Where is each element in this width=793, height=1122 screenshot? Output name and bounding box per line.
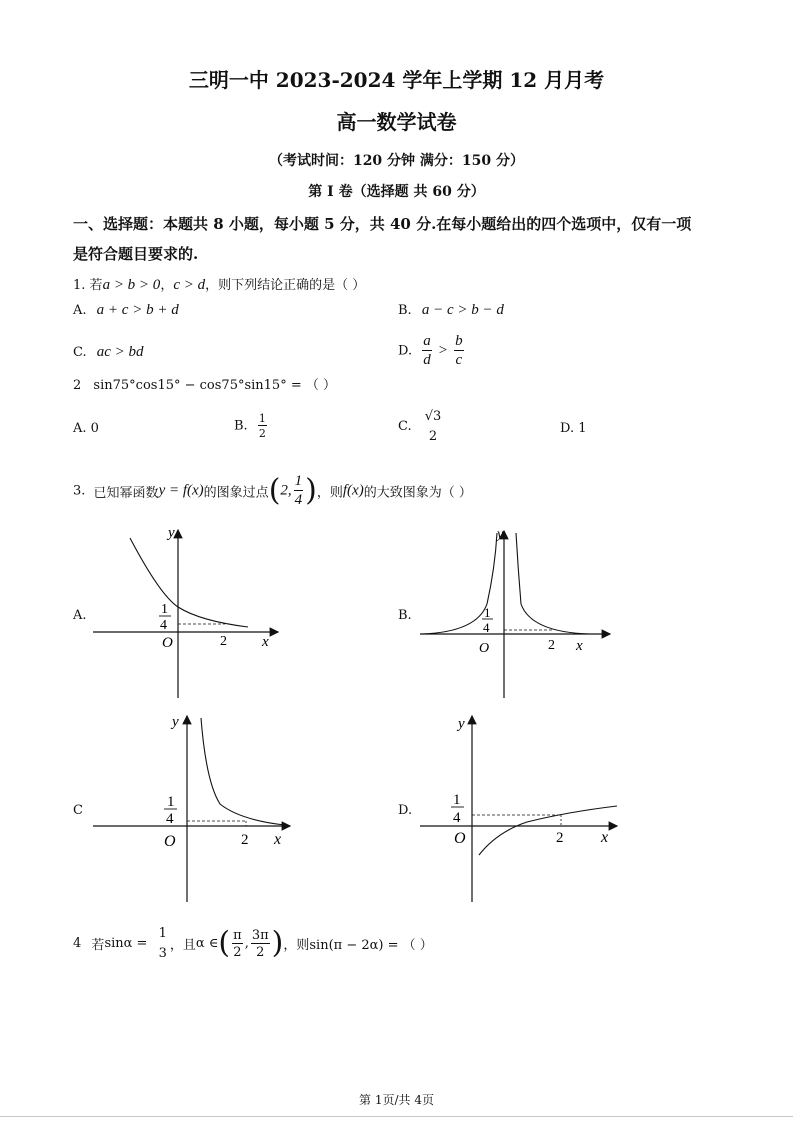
y-label: y: [172, 714, 179, 730]
condition-1: a > b > 0: [102, 277, 161, 293]
question-expr: sin75°cos15° − cos75°sin15° = （ ）: [93, 378, 336, 393]
tick-label: 2: [241, 832, 249, 848]
frac-den: 4: [453, 810, 461, 826]
option-expr: a + c > b + d: [96, 302, 179, 318]
q3-option-a-label: A.: [73, 608, 87, 623]
fraction: 1 3: [158, 926, 167, 961]
exam-info: （考试时间：120 分钟 满分：150 分）: [268, 153, 525, 169]
option-label: D.: [398, 343, 413, 359]
q2-option-b: B. $\frac{1}{2}$: [234, 412, 266, 440]
q3-option-c-label: C: [73, 803, 83, 818]
section-heading-line1: 一、选择题：本题共 8 小题，每小题 5 分，共 40 分.在每小题给出的四个选项中，仅有一项: [73, 215, 692, 233]
option-label: B.: [398, 303, 412, 318]
separator: ，: [160, 278, 174, 293]
question-number: 2: [73, 378, 82, 393]
frac-den: 4: [166, 811, 174, 827]
q3-option-b-label: B.: [398, 608, 412, 623]
origin-label: O: [164, 833, 176, 850]
part-title: 第 I 卷（选择题 共 60 分）: [308, 184, 485, 200]
origin-label: O: [479, 641, 490, 656]
question-2: [73, 374, 336, 393]
fraction: √3 2: [424, 409, 442, 444]
frac-num: 1: [453, 792, 461, 808]
curve: [130, 538, 248, 627]
exam-title: 三明一中 2023-2024 学年上学期 12 月月考: [188, 68, 605, 92]
q3-graph-b: [417, 528, 617, 700]
frac-num: 1: [167, 794, 175, 810]
tick-label: 2: [220, 634, 227, 649]
footer-divider: [0, 1116, 793, 1117]
tick-label: 2: [548, 638, 555, 653]
q3-graph-a: [90, 525, 290, 705]
frac-den: 4: [160, 618, 167, 633]
section-heading-line2: 是符合题目要求的.: [73, 245, 199, 263]
option-label: C.: [73, 345, 87, 360]
curve-right: [516, 533, 589, 634]
y-label: y: [458, 716, 465, 732]
q2-option-d: D. 1: [560, 421, 587, 436]
question-number: 1.: [73, 278, 86, 293]
curve: [479, 806, 617, 855]
fraction: $\frac{1}{2}$: [258, 412, 266, 440]
question-text: ，则下列结论正确的是（ ）: [205, 278, 366, 293]
x-label: x: [274, 831, 282, 848]
frac-num: 1: [484, 605, 491, 620]
question-3: 3. 已知幂函数y = f(x)的图象过点(2, $\frac{1}{4}$ )，则f(x)的大致图象为（ ）: [73, 473, 472, 508]
q1-option-d: [398, 334, 466, 368]
curve: [201, 718, 285, 825]
frac-den: 4: [483, 620, 490, 635]
option-expr: a − c > b − d: [421, 302, 504, 318]
option-label: A.: [73, 303, 87, 318]
x-label: x: [262, 634, 269, 650]
x-label: x: [601, 829, 609, 846]
fraction: $\frac{1}{4}$: [294, 473, 303, 508]
exam-subtitle: 高一数学试卷: [336, 110, 457, 134]
q1-option-c: [73, 344, 144, 361]
question-text: 若: [89, 278, 103, 293]
page-footer: 第 1页/共 4页: [359, 1093, 434, 1107]
x-label: x: [576, 638, 583, 654]
q3-graph-c: [90, 712, 295, 904]
y-label: y: [497, 528, 504, 542]
origin-label: O: [454, 830, 466, 847]
y-label: y: [168, 525, 175, 541]
frac-num: 1: [161, 602, 168, 617]
greater-than: >: [437, 342, 448, 359]
fraction: $\frac{3\pi}{2}$: [251, 927, 269, 960]
q3-graph-d: [417, 712, 622, 904]
fraction: $\frac{\pi}{2}$: [233, 927, 242, 960]
origin-label: O: [162, 635, 173, 651]
option-expr: ac > bd: [96, 344, 144, 360]
fraction: $\frac{b}{c}$: [455, 333, 463, 368]
q3-option-d-label: D.: [398, 803, 413, 818]
question-4: 4 若sinα = 1 3 ，且α ∈( $\frac{\pi}{2}$ , $\frac{3\pi}{2}$ )，则sin(π − 2α) = （ ）: [73, 925, 433, 961]
question-1: [73, 274, 365, 294]
condition-2: c > d: [173, 277, 206, 293]
fraction: $\frac{a}{d}$: [423, 333, 431, 368]
tick-label: 2: [556, 830, 564, 846]
q1-option-a: [73, 302, 179, 319]
q2-option-c: C. √3 2: [398, 409, 442, 444]
q2-option-a: A. 0: [73, 421, 99, 436]
q1-option-b: [398, 302, 504, 319]
